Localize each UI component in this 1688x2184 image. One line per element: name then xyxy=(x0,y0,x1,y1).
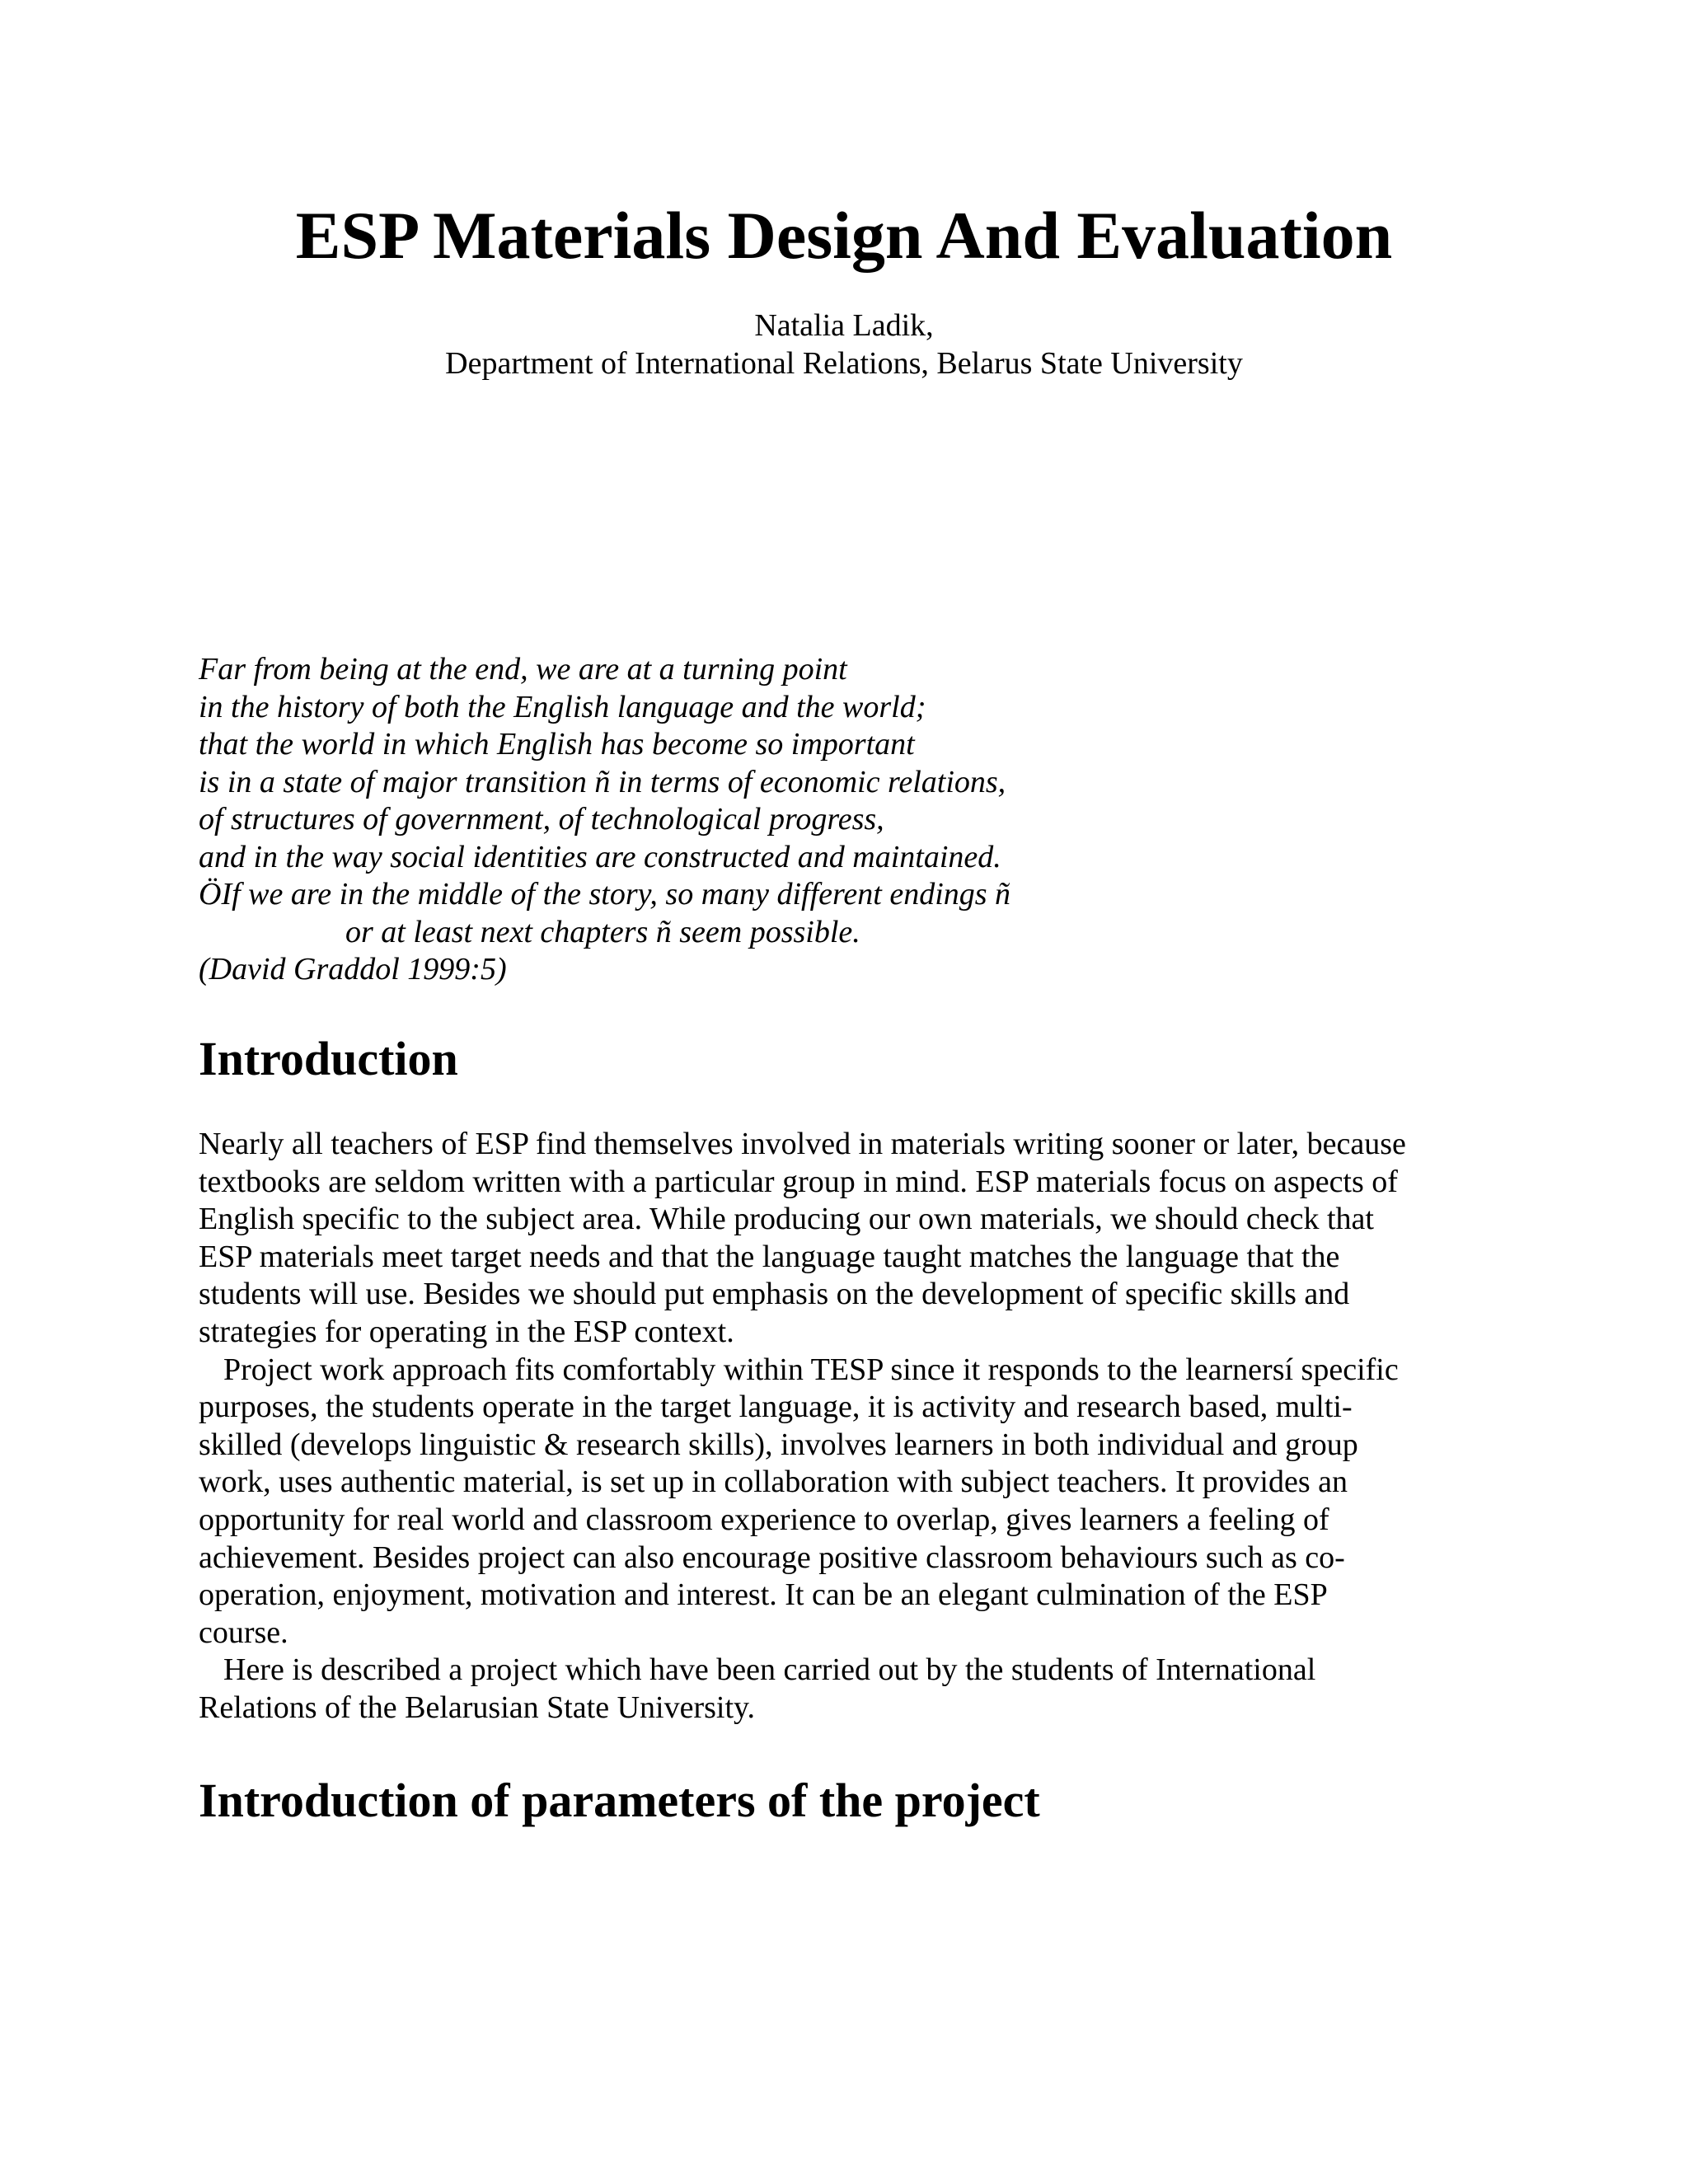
introduction-body xyxy=(199,1126,1501,1727)
document-title: ESP Materials Design And Evaluation xyxy=(295,198,1393,273)
section-heading-parameters: Introduction of parameters of the project xyxy=(199,1774,1040,1827)
author-name: Natalia Ladik, xyxy=(754,308,934,343)
epigraph-line: and in the way social identities are constructed and maintained. xyxy=(199,839,1001,874)
body-line: ESP materials meet target needs and that the language taught matches the language that the xyxy=(199,1239,1340,1274)
author-affiliation: Department of International Relations, Belarus State University xyxy=(445,346,1243,381)
body-line: opportunity for real world and classroom experience to overlap, gives learners a feeling of xyxy=(199,1502,1329,1537)
body-line: Nearly all teachers of ESP find themselves involved in materials writing sooner or later, because xyxy=(199,1127,1406,1161)
epigraph xyxy=(199,651,1435,989)
body-line: textbooks are seldom written with a particular group in mind. ESP materials focus on aspects of xyxy=(199,1164,1398,1199)
body-line: students will use. Besides we should put emphasis on the development of specific skills and xyxy=(199,1277,1350,1312)
body-line: Here is described a project which have been carried out by the students of International xyxy=(223,1652,1316,1688)
author-block xyxy=(0,307,1688,382)
body-line: Project work approach fits comfortably within TESP since it responds to the learnersí specific xyxy=(223,1352,1399,1387)
body-line: English specific to the subject area. While producing our own materials, we should check that xyxy=(199,1202,1374,1237)
epigraph-citation: (David Graddol 1999:5) xyxy=(199,952,507,987)
epigraph-line: ÖIf we are in the middle of the story, so many different endings ñ xyxy=(199,877,1011,912)
body-line: work, uses authentic material, is set up in collaboration with subject teachers. It provides an xyxy=(199,1465,1348,1500)
epigraph-line: Far from being at the end, we are at a turning point xyxy=(199,652,847,687)
epigraph-line: is in a state of major transition ñ in terms of economic relations, xyxy=(199,764,1006,799)
body-line: operation, enjoyment, motivation and interest. It can be an elegant culmination of the ESP xyxy=(199,1577,1328,1613)
body-line: skilled (develops linguistic & research skills), involves learners in both individual and group xyxy=(199,1427,1358,1462)
body-line: achievement. Besides project can also encourage positive classroom behaviours such as co- xyxy=(199,1540,1345,1575)
body-line: course. xyxy=(199,1615,288,1650)
body-line: Relations of the Belarusian State University. xyxy=(199,1690,756,1725)
epigraph-line: in the history of both the English language and the world; xyxy=(199,689,926,724)
body-line: purposes, the students operate in the target language, it is activity and research based, multi- xyxy=(199,1390,1353,1425)
epigraph-line: or at least next chapters ñ seem possible. xyxy=(345,914,860,949)
body-line: strategies for operating in the ESP context. xyxy=(199,1314,734,1349)
epigraph-line: that the world in which English has become so important xyxy=(199,727,915,762)
epigraph-line: of structures of government, of technological progress, xyxy=(199,802,884,837)
section-heading-introduction: Introduction xyxy=(199,1032,458,1085)
